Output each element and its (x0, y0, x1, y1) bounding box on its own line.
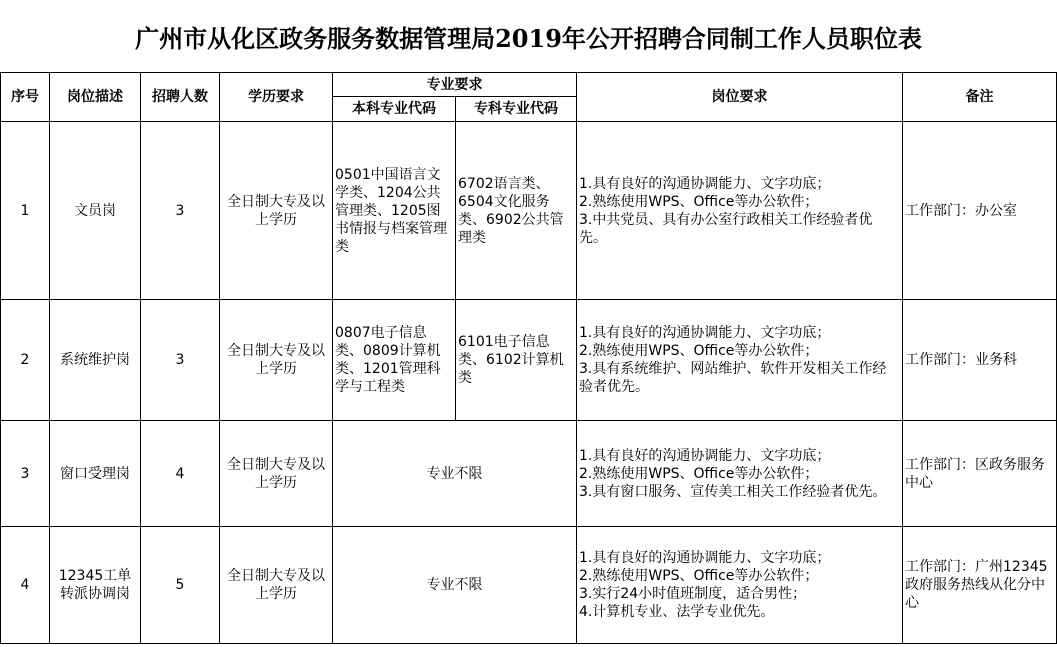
row-count: 3 (141, 122, 220, 300)
requirement-item: 1.具有良好的沟通协调能力、文字功底； (579, 175, 831, 192)
requirement-item: 3.实行24小时值班制度，适合男性； (579, 586, 807, 602)
row-major-college: 6101电子信息类、6102计算机类 (456, 300, 577, 421)
row-count: 5 (141, 527, 220, 644)
header-seq: 序号 (1, 73, 50, 122)
requirement-item: 3.中共党员、具有办公室行政相关工作经验者优先。 (579, 211, 873, 246)
requirement-item: 1.具有良好的沟通协调能力、文字功底； (579, 447, 831, 464)
row-education: 全日制大专及以上学历 (220, 122, 333, 300)
row-requirements (577, 527, 903, 644)
row-position: 窗口受理岗 (50, 421, 141, 527)
row-education: 全日制大专及以上学历 (220, 527, 333, 644)
row-major-college: 6702语言类、6504文化服务类、6902公共管理类 (456, 122, 577, 300)
table-row (1, 527, 1057, 644)
table-row (1, 421, 1057, 527)
row-seq: 2 (1, 300, 50, 421)
requirement-item: 3.具有系统维护、网站维护、软件开发相关工作经验者优先。 (579, 361, 887, 395)
header-requirements: 岗位要求 (577, 73, 903, 122)
row-notes: 工作部门：广州12345政府服务热线从化分中心 (903, 527, 1057, 644)
header-education: 学历要求 (220, 73, 333, 122)
requirement-item: 2.熟练使用WPS、Office等办公软件； (579, 568, 819, 584)
row-notes: 工作部门：办公室 (903, 122, 1057, 300)
row-major-any: 专业不限 (333, 527, 577, 644)
row-education: 全日制大专及以上学历 (220, 300, 333, 421)
row-seq: 3 (1, 421, 50, 527)
row-notes: 工作部门：业务科 (903, 300, 1057, 421)
row-notes: 工作部门：区政务服务中心 (903, 421, 1057, 527)
row-position: 系统维护岗 (50, 300, 141, 421)
row-requirements (577, 300, 903, 421)
row-position: 文员岗 (50, 122, 141, 300)
header-row (1, 73, 1057, 97)
row-major-undergrad: 0501中国语言文学类、1204公共管理类、1205图书情报与档案管理类 (333, 122, 456, 300)
row-major-any: 专业不限 (333, 421, 577, 527)
row-requirements (577, 421, 903, 527)
header-major-college: 专科专业代码 (456, 97, 577, 122)
requirement-item: 3.具有窗口服务、宣传美工相关工作经验者优先。 (579, 483, 887, 500)
requirement-item: 1.具有良好的沟通协调能力、文字功底； (579, 325, 831, 341)
row-education: 全日制大专及以上学历 (220, 421, 333, 527)
requirement-item: 1.具有良好的沟通协调能力、文字功底； (579, 550, 831, 566)
table-row (1, 300, 1057, 421)
row-major-undergrad: 0807电子信息类、0809计算机类、1201管理科学与工程类 (333, 300, 456, 421)
row-count: 4 (141, 421, 220, 527)
positions-table (0, 72, 1057, 644)
row-count: 3 (141, 300, 220, 421)
requirement-item: 2.熟练使用WPS、Office等办公软件； (579, 465, 819, 482)
table-row (1, 122, 1057, 300)
row-position: 12345工单转派协调岗 (50, 527, 141, 644)
row-seq: 4 (1, 527, 50, 644)
requirement-item: 2.熟练使用WPS、Office等办公软件； (579, 193, 819, 210)
header-major-group: 专业要求 (333, 73, 577, 97)
requirement-item: 2.熟练使用WPS、Office等办公软件； (579, 343, 819, 359)
page-title: 广州市从化区政务服务数据管理局2019年公开招聘合同制工作人员职位表 (135, 23, 922, 53)
header-notes: 备注 (903, 73, 1057, 122)
row-seq: 1 (1, 122, 50, 300)
header-position: 岗位描述 (50, 73, 141, 122)
requirement-item: 4.计算机专业、法学专业优先。 (579, 604, 775, 620)
row-requirements (577, 122, 903, 300)
header-count: 招聘人数 (141, 73, 220, 122)
header-major-undergrad: 本科专业代码 (333, 97, 456, 122)
